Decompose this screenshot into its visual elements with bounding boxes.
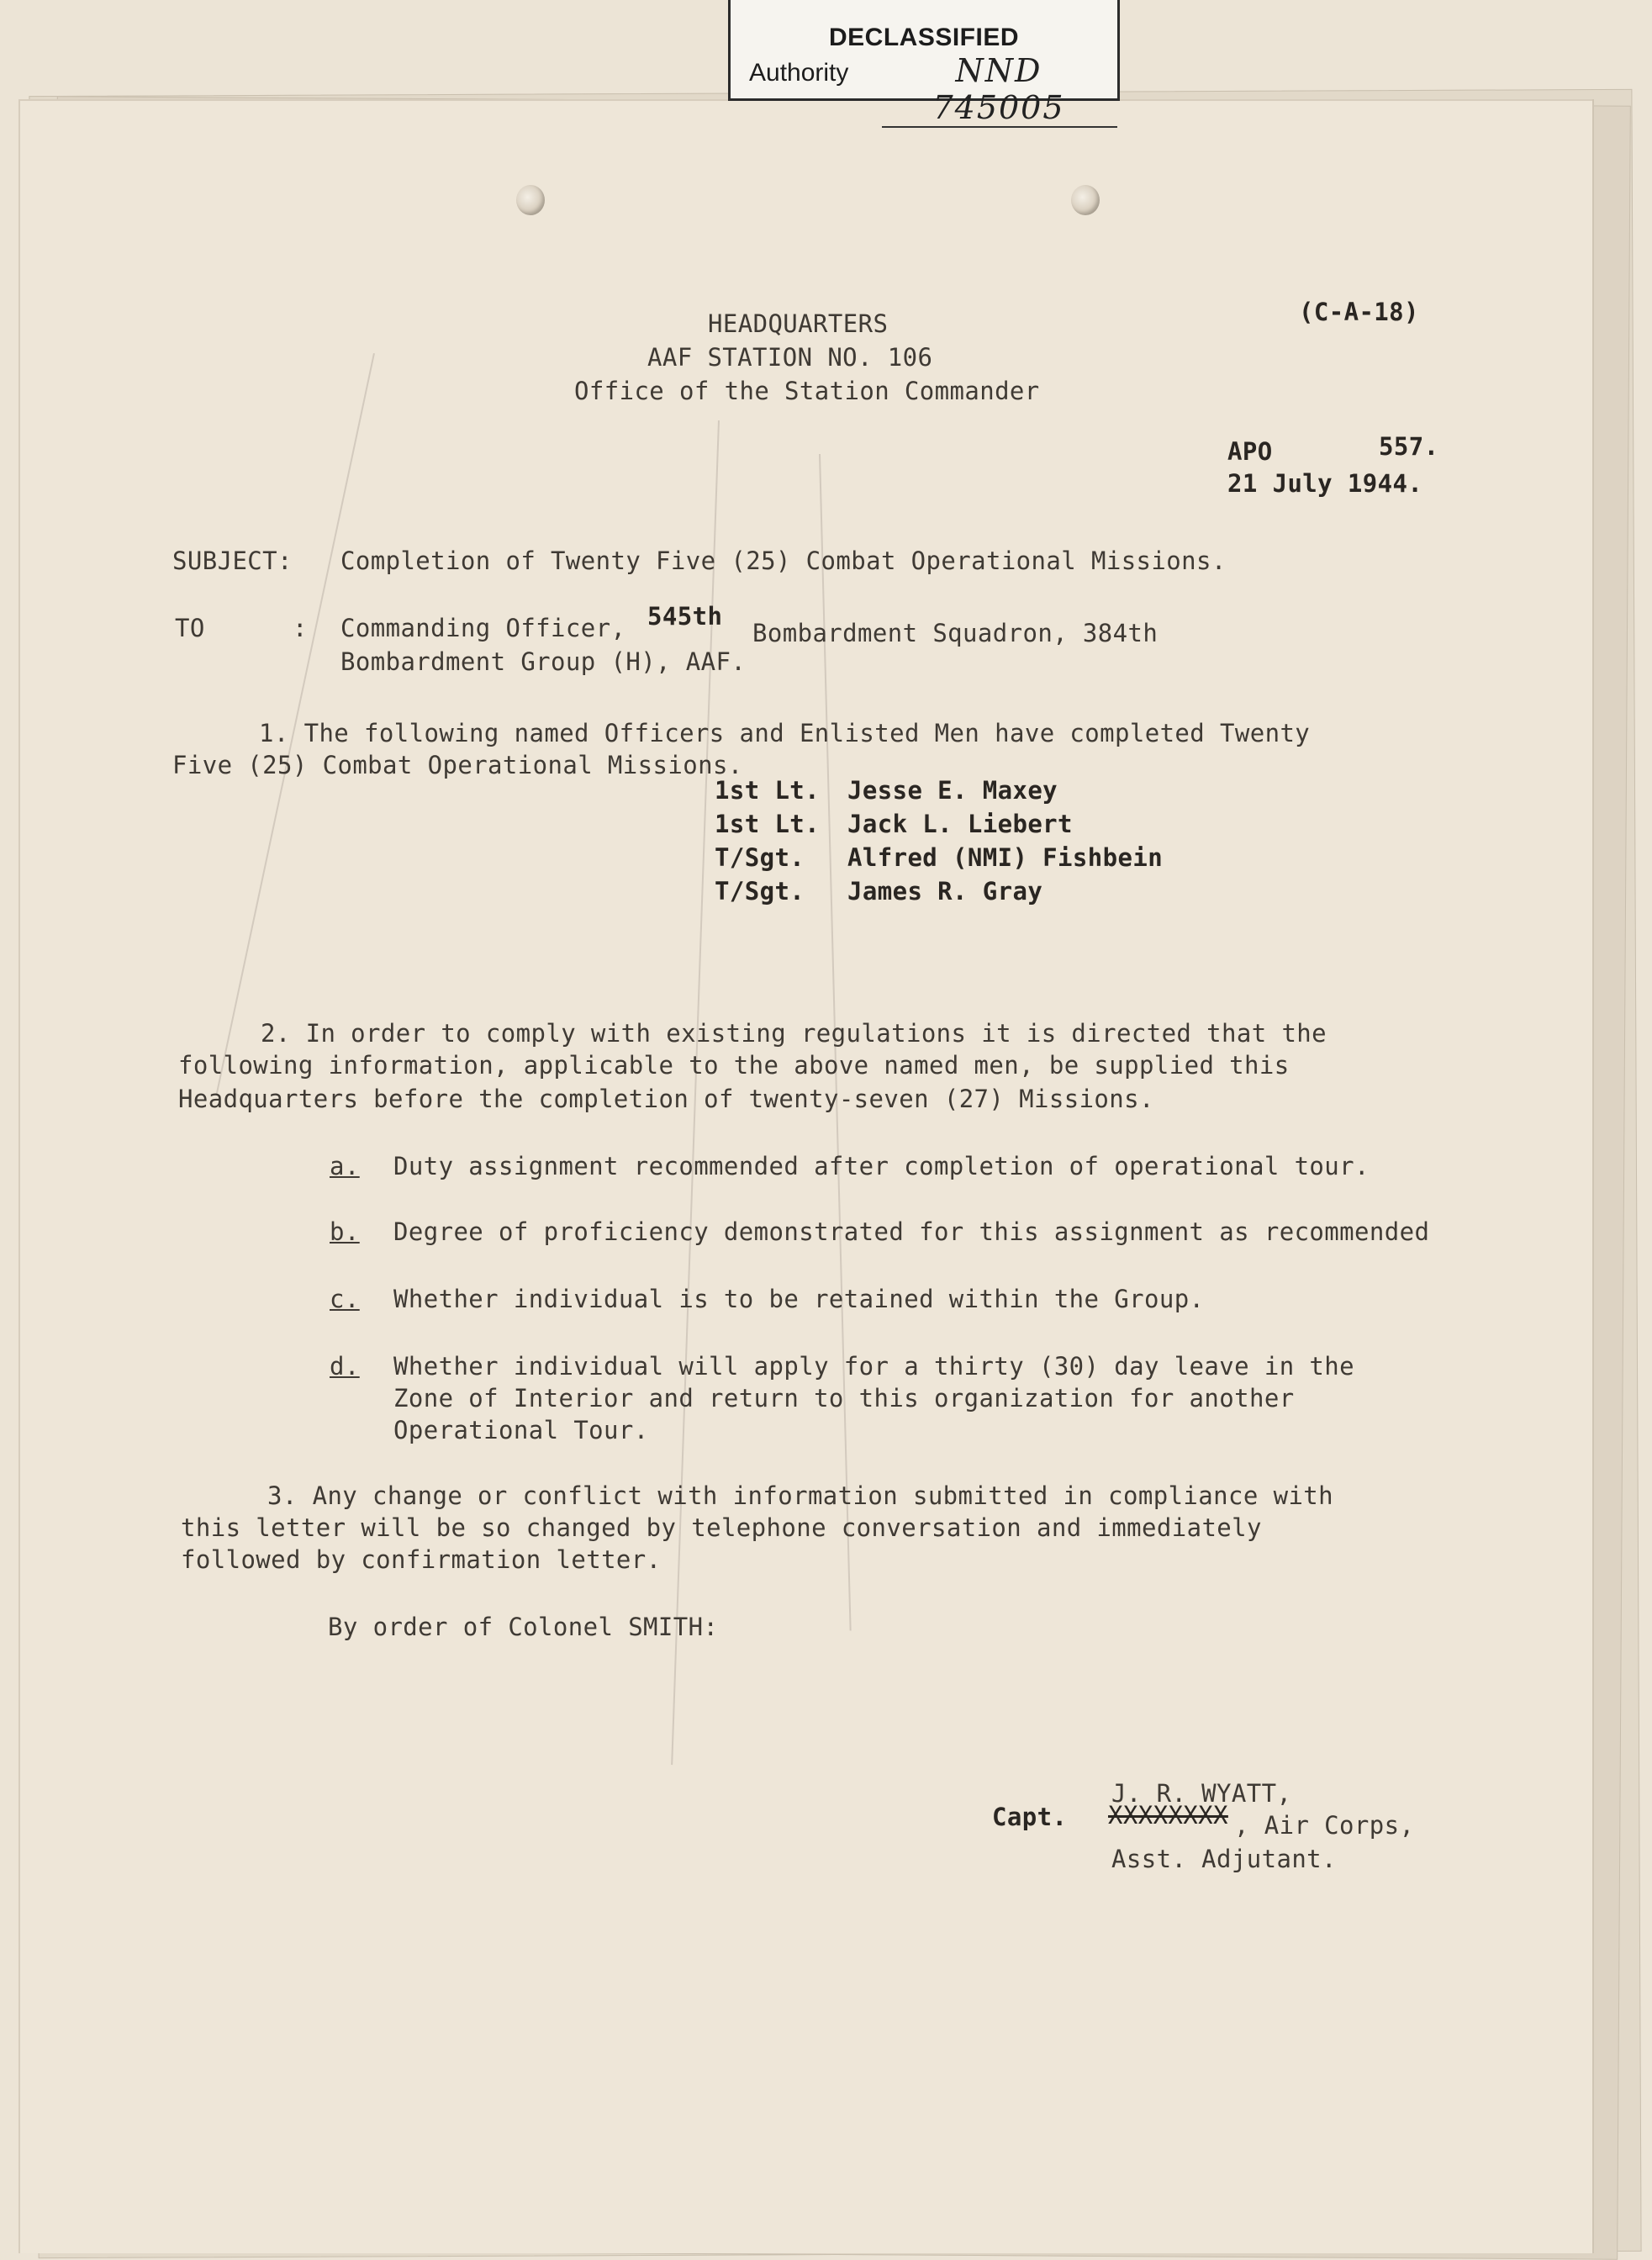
signature-name: J. R. WYATT, (1111, 1779, 1292, 1808)
para2-line-1: 2. In order to comply with existing regulations it is directed that the (261, 1019, 1327, 1048)
item-a-text: Duty assignment recommended after completion of operational tour. (393, 1152, 1370, 1180)
punch-hole-icon (516, 185, 545, 215)
stamp-authority-number: NND 745005 (882, 52, 1117, 128)
to-colon: : (293, 614, 308, 642)
to-line-1a: Commanding Officer, (340, 614, 626, 642)
personnel-rank-3: T/Sgt. (715, 843, 805, 872)
item-b-letter: b. (330, 1217, 360, 1246)
item-d-line-1: Whether individual will apply for a thirty (30) day leave in the (393, 1352, 1355, 1381)
para3-line-1: 3. Any change or conflict with information submitted in compliance with (267, 1481, 1334, 1510)
item-c-letter: c. (330, 1285, 360, 1313)
subject-text: Completion of Twenty Five (25) Combat Operational Missions. (340, 547, 1227, 575)
personnel-rank-1: 1st Lt. (715, 776, 821, 805)
personnel-name-2: Jack L. Liebert (847, 810, 1073, 838)
item-b-text: Degree of proficiency demonstrated for this assignment as recommended (393, 1217, 1430, 1246)
personnel-rank-2: 1st Lt. (715, 810, 821, 838)
item-c-text: Whether individual is to be retained within the Group. (393, 1285, 1205, 1313)
apo-label: APO (1227, 437, 1273, 466)
to-label: TO (175, 614, 205, 642)
para3-line-3: followed by confirmation letter. (181, 1545, 662, 1574)
subject-label: SUBJECT: (172, 547, 293, 575)
personnel-name-1: Jesse E. Maxey (847, 776, 1058, 805)
to-line-1b: Bombardment Squadron, 384th (752, 619, 1159, 647)
letter-date: 21 July 1944. (1227, 469, 1423, 498)
para3-line-2: this letter will be so changed by telephone conversation and immediately (181, 1513, 1262, 1542)
by-order-line: By order of Colonel SMITH: (328, 1613, 719, 1641)
personnel-name-3: Alfred (NMI) Fishbein (847, 843, 1164, 872)
item-a-letter: a. (330, 1152, 360, 1180)
item-d-line-2: Zone of Interior and return to this organization for another (393, 1384, 1295, 1412)
stamp-authority-label: Authority (749, 59, 849, 87)
file-code: (C-A-18) (1299, 298, 1419, 326)
para1-line-1: 1. The following named Officers and Enlisted Men have completed Twenty (259, 719, 1311, 747)
signature-rank: Capt. (992, 1803, 1068, 1831)
to-line-2: Bombardment Group (H), AAF. (340, 647, 747, 676)
item-d-letter: d. (330, 1352, 360, 1381)
header-line-1: HEADQUARTERS (708, 309, 889, 338)
item-d-line-3: Operational Tour. (393, 1416, 649, 1444)
header-line-2: AAF STATION NO. 106 (647, 343, 933, 372)
signature-title: Asst. Adjutant. (1111, 1845, 1337, 1873)
signature-struck-rank: XXXXXXXX (1108, 1801, 1228, 1830)
apo-number: 557. (1379, 432, 1439, 461)
declassified-stamp (728, 0, 1120, 126)
personnel-name-4: James R. Gray (847, 877, 1043, 906)
para1-line-2: Five (25) Combat Operational Missions. (172, 751, 743, 779)
to-squadron-insert: 545th (647, 602, 723, 631)
personnel-rank-4: T/Sgt. (715, 877, 805, 906)
header-line-3: Office of the Station Commander (574, 377, 1040, 405)
punch-hole-icon (1071, 185, 1100, 215)
para2-line-3: Headquarters before the completion of twenty-seven (27) Missions. (178, 1085, 1154, 1113)
signature-corps: , Air Corps, (1234, 1811, 1415, 1840)
stamp-title: DECLASSIFIED (828, 24, 1020, 51)
para2-line-2: following information, applicable to the above named men, be supplied this (178, 1051, 1290, 1080)
